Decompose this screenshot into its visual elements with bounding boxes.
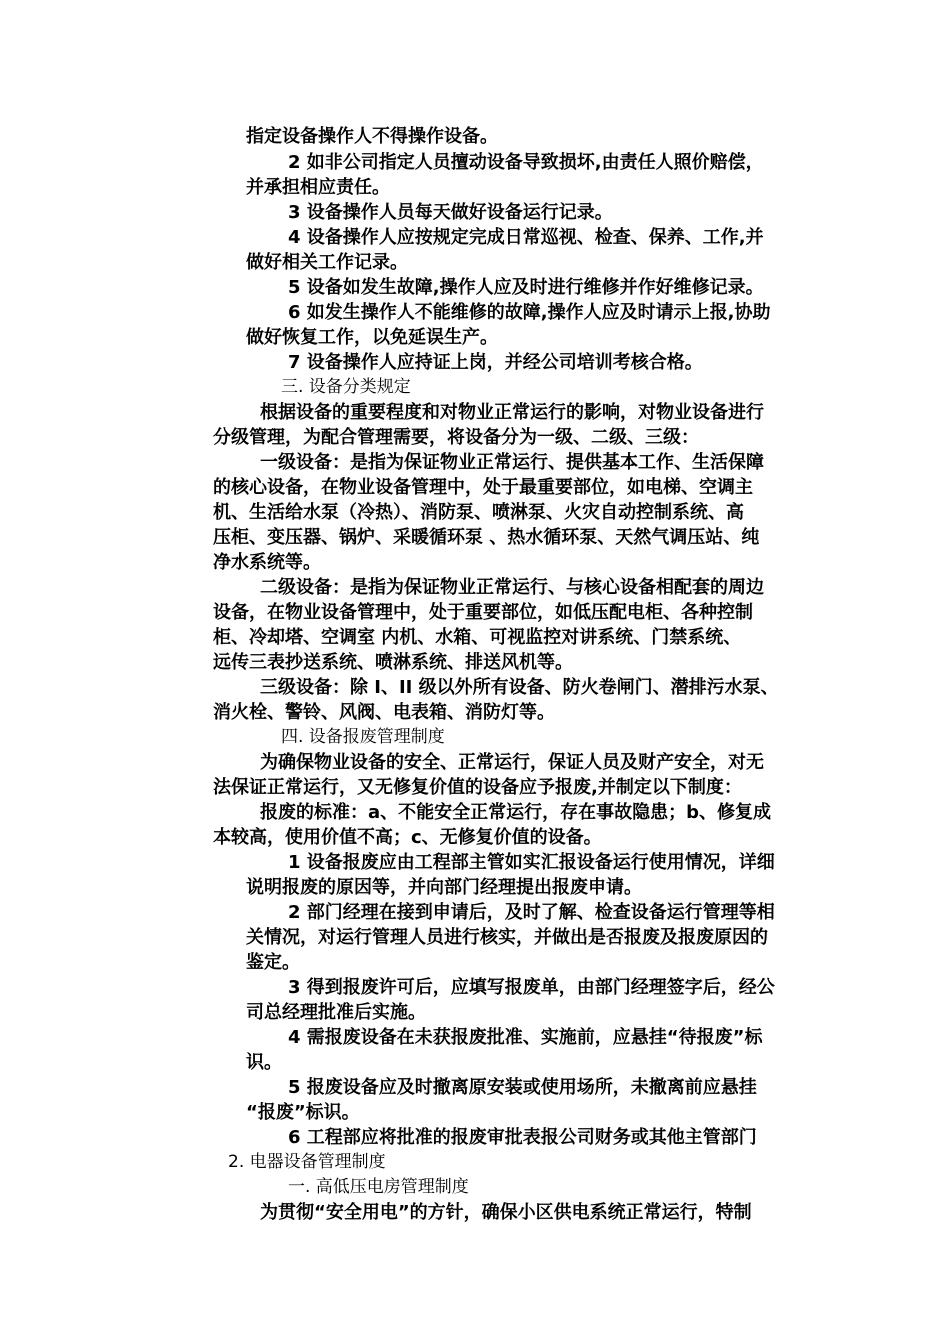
section-heading: 一. 高低压电房管理制度 bbox=[288, 1177, 469, 1197]
text-line: 的核心设备，在物业设备管理中，处于最重要部位，如电梯、空调主 bbox=[213, 477, 753, 498]
text-line: 二级设备：是指为保证物业正常运行、与核心设备相配套的周边 bbox=[260, 577, 764, 598]
text-line: 3 设备操作人员每天做好设备运行记录。 bbox=[288, 202, 613, 223]
section-heading: 四. 设备报废管理制度 bbox=[281, 727, 445, 747]
text-line: 4 需报废设备在未获报废批准、实施前，应悬挂“待报废”标 bbox=[288, 1027, 763, 1048]
text-line: 三级设备：除 I、II 级以外所有设备、防火卷闸门、潜排污水泵、 bbox=[260, 677, 779, 698]
text-line: 4 设备操作人应按规定完成日常巡视、检查、保养、工作,并 bbox=[288, 227, 764, 248]
chapter-heading: 2. 电器设备管理制度 bbox=[228, 1152, 386, 1172]
text-line: 为贯彻“安全用电”的方针，确保小区供电系统正常运行，特制 bbox=[260, 1202, 752, 1223]
text-line: 3 得到报废许可后，应填写报废单，由部门经理签字后，经公 bbox=[288, 977, 775, 998]
text-line: 识。 bbox=[246, 1052, 282, 1073]
text-line: 净水系统等。 bbox=[213, 552, 321, 573]
text-line: 做好相关工作记录。 bbox=[246, 252, 408, 273]
text-line: 司总经理批准后实施。 bbox=[246, 1002, 426, 1023]
text-line: 6 工程部应将批准的报废审批表报公司财务或其他主管部门 bbox=[288, 1127, 757, 1148]
text-line: 远传三表抄送系统、喷淋系统、排送风机等。 bbox=[213, 652, 573, 673]
text-line: 消火栓、警铃、风阀、电表箱、消防灯等。 bbox=[213, 702, 555, 723]
text-line: 鉴定。 bbox=[246, 952, 300, 973]
text-line: 一级设备：是指为保证物业正常运行、提供基本工作、生活保障 bbox=[260, 452, 764, 473]
text-line: 柜、冷却塔、空调室 内机、水箱、可视监控对讲系统、门禁系统、 bbox=[213, 627, 742, 648]
text-line: 做好恢复工作，以免延误生产。 bbox=[246, 327, 498, 348]
text-line: 6 如发生操作人不能维修的故障,操作人应及时请示上报,协助 bbox=[288, 302, 771, 323]
text-line: 本较高，使用价值不高；c、无修复价值的设备。 bbox=[213, 827, 602, 848]
text-line: 压柜、变压器、锅炉、采暖循环泵 、热水循环泵、天然气调压站、纯 bbox=[213, 527, 760, 548]
text-line: 根据设备的重要程度和对物业正常运行的影响，对物业设备进行 bbox=[260, 402, 764, 423]
text-line: 5 设备如发生故障,操作人应及时进行维修并作好维修记录。 bbox=[288, 277, 764, 298]
text-line: 2 如非公司指定人员擅动设备导致损坏,由责任人照价赔偿， bbox=[288, 152, 764, 173]
text-line: 2 部门经理在接到申请后，及时了解、检查设备运行管理等相 bbox=[288, 902, 775, 923]
section-heading: 三. 设备分类规定 bbox=[281, 377, 411, 397]
text-line: “报废”标识。 bbox=[246, 1102, 360, 1123]
text-line: 分级管理，为配合管理需要，将设备分为一级、二级、三级： bbox=[213, 427, 699, 448]
text-line: 设备，在物业设备管理中，处于重要部位，如低压配电柜、各种控制 bbox=[213, 602, 753, 623]
text-line: 报废的标准：a、不能安全正常运行，存在事故隐患；b、修复成 bbox=[260, 802, 772, 823]
text-line: 指定设备操作人不得操作设备。 bbox=[246, 126, 498, 147]
text-line: 5 报废设备应及时撤离原安装或使用场所，未撤离前应悬挂 bbox=[288, 1077, 757, 1098]
text-line: 法保证正常运行，又无修复价值的设备应予报废,并制定以下制度： bbox=[213, 777, 742, 798]
text-line: 机、生活给水泵（冷热）、消防泵、喷淋泵、火灾自动控制系统、高 bbox=[213, 502, 744, 523]
text-line: 关情况，对运行管理人员进行核实，并做出是否报废及报废原因的 bbox=[246, 927, 768, 948]
text-line: 为确保物业设备的安全、正常运行，保证人员及财产安全，对无 bbox=[260, 752, 764, 773]
text-line: 并承担相应责任。 bbox=[246, 177, 390, 198]
text-line: 7 设备操作人应持证上岗，并经公司培训考核合格。 bbox=[288, 352, 703, 373]
text-line: 1 设备报废应由工程部主管如实汇报设备运行使用情况，详细 bbox=[288, 852, 775, 873]
text-line: 说明报废的原因等，并向部门经理提出报废申请。 bbox=[246, 877, 642, 898]
